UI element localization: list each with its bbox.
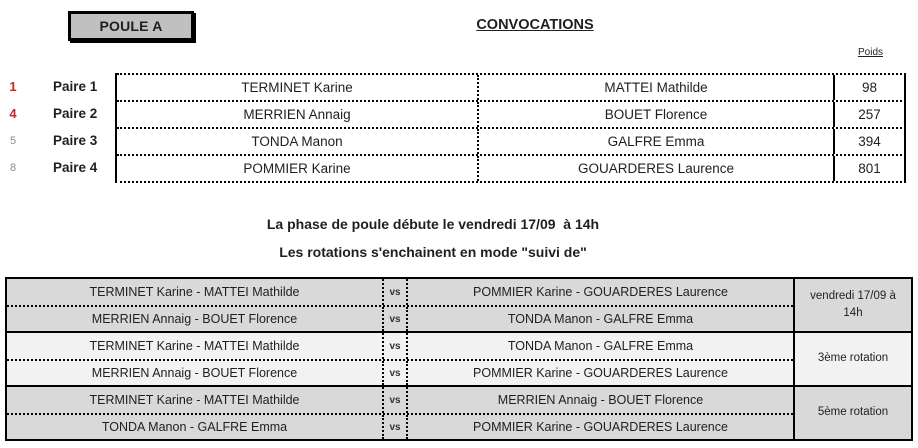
match-left-cell: TONDA Manon - GALFRE Emma	[101, 420, 288, 434]
rotation-matches	[7, 279, 793, 331]
rotation-matches	[7, 387, 793, 439]
vs-label: vs	[382, 279, 408, 305]
gutter-row	[0, 100, 115, 127]
match-left-cell: MERRIEN Annaig - BOUET Florence	[91, 366, 298, 380]
table-row	[117, 154, 906, 181]
player1-cell: POMMIER Karine	[117, 156, 479, 181]
rotation-label-cell: vendredi 17/09 à 14h	[793, 279, 911, 331]
match-row	[7, 333, 793, 359]
table-row	[117, 100, 906, 127]
match-right-cell: TONDA Manon - GALFRE Emma	[507, 312, 694, 326]
match-left-cell: TERMINET Karine - MATTEI Mathilde	[89, 393, 300, 407]
pair-label: Paire 3	[53, 133, 98, 148]
rotation-block	[7, 279, 911, 331]
match-row	[7, 359, 793, 385]
row-number: 1	[9, 79, 17, 94]
vs-label: vs	[382, 307, 408, 331]
gutter-row	[0, 127, 115, 154]
pair-label: Paire 1	[53, 79, 98, 94]
pair-label: Paire 4	[53, 160, 98, 175]
vs-label: vs	[382, 415, 408, 439]
poids-cell: 394	[835, 129, 906, 154]
player2-cell: BOUET Florence	[479, 102, 835, 127]
match-left-cell: MERRIEN Annaig - BOUET Florence	[91, 312, 298, 326]
match-row	[7, 387, 793, 413]
convocations-title: CONVOCATIONS	[476, 17, 594, 33]
match-right-cell: POMMIER Karine - GOUARDERES Laurence	[473, 285, 728, 299]
rotation-matches	[7, 333, 793, 385]
player1-cell: TERMINET Karine	[117, 75, 479, 100]
row-number: 8	[9, 161, 17, 174]
player2-cell: GALFRE Emma	[479, 129, 835, 154]
match-right-cell: POMMIER Karine - GOUARDERES Laurence	[473, 420, 728, 434]
vs-label: vs	[382, 333, 408, 359]
rotation-block	[7, 331, 911, 385]
poule-a-box: POULE A	[68, 11, 194, 41]
player2-cell: GOUARDERES Laurence	[479, 156, 835, 181]
pair-label: Paire 2	[53, 106, 98, 121]
match-row	[7, 279, 793, 305]
rotation-block	[7, 385, 911, 439]
vs-label: vs	[382, 387, 408, 413]
rotations-table	[5, 277, 913, 441]
match-right-cell: MERRIEN Annaig - BOUET Florence	[497, 393, 704, 407]
poids-cell: 98	[835, 75, 906, 100]
vs-label: vs	[382, 361, 408, 385]
player1-cell: TONDA Manon	[117, 129, 479, 154]
player2-cell: MATTEI Mathilde	[479, 75, 835, 100]
match-left-cell: TERMINET Karine - MATTEI Mathilde	[89, 285, 300, 299]
rotation-label-cell: 5ème rotation	[793, 387, 911, 439]
table-row	[117, 73, 906, 100]
player1-cell: MERRIEN Annaig	[117, 102, 479, 127]
row-number: 5	[9, 134, 17, 147]
rotation-label-cell: 3ème rotation	[793, 333, 911, 385]
match-row	[7, 413, 793, 439]
poids-column-header: Poids	[857, 47, 883, 58]
note-schedule: La phase de poule débute le vendredi 17/09 à 14h	[266, 216, 600, 232]
match-right-cell: POMMIER Karine - GOUARDERES Laurence	[473, 366, 728, 380]
row-number: 4	[9, 106, 17, 121]
poids-cell: 801	[835, 156, 906, 181]
match-right-cell: TONDA Manon - GALFRE Emma	[507, 339, 694, 353]
table-row	[117, 127, 906, 154]
convocations-table	[115, 73, 906, 183]
gutter-row	[0, 154, 115, 181]
note-mode: Les rotations s'enchainent en mode "suivi de"	[279, 244, 587, 260]
match-left-cell: TERMINET Karine - MATTEI Mathilde	[89, 339, 300, 353]
poids-cell: 257	[835, 102, 906, 127]
match-row	[7, 305, 793, 331]
gutter-row	[0, 73, 115, 100]
pairs-gutter	[0, 73, 115, 181]
